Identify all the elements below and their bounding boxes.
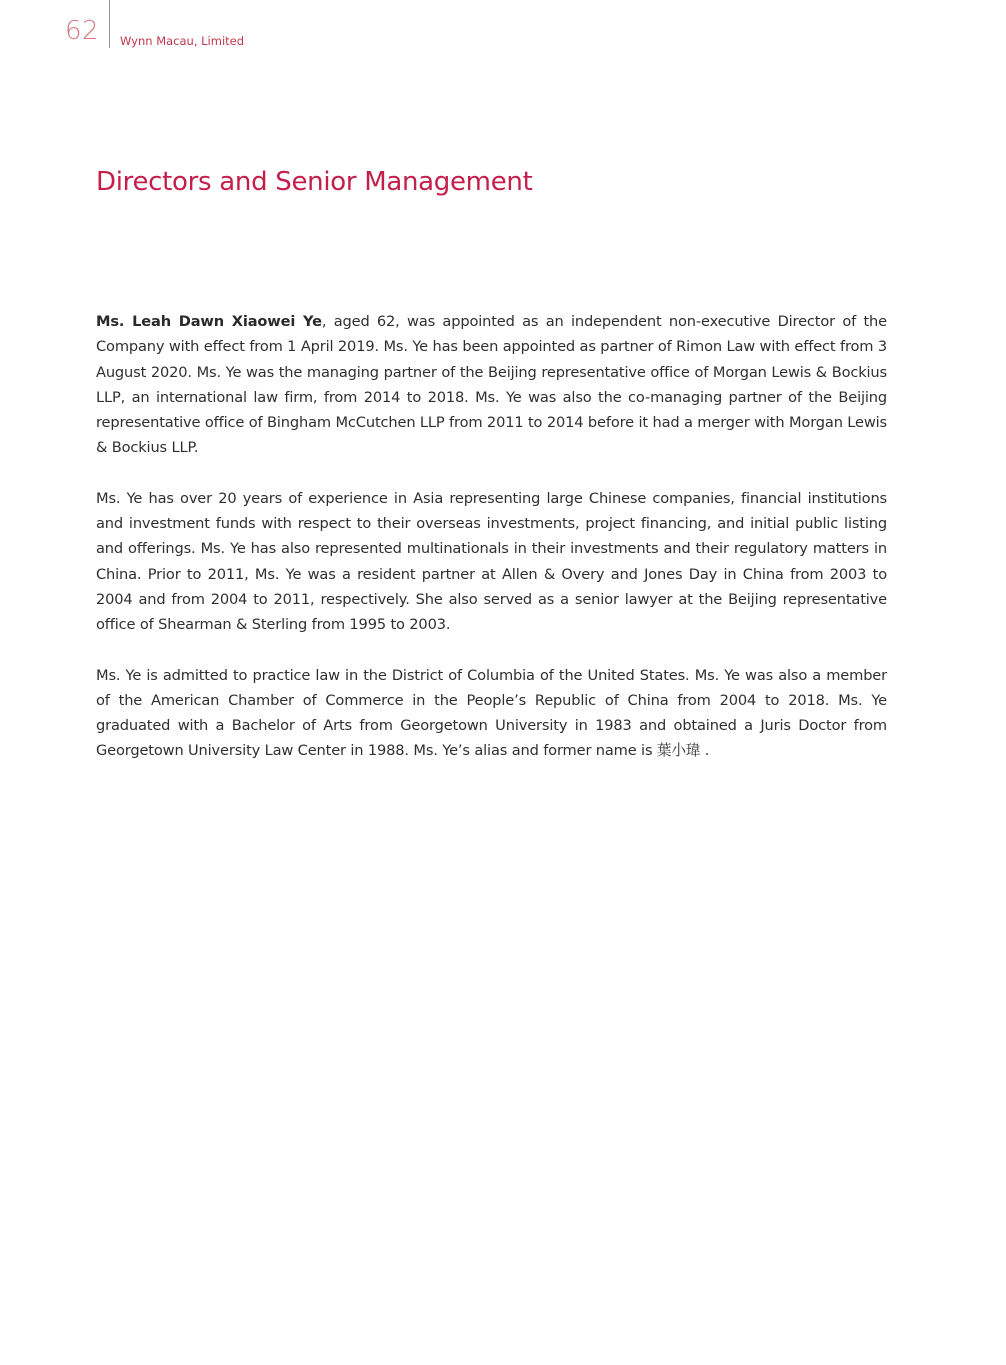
bio-content	[96, 309, 887, 789]
bio-paragraph-3: Ms. Ye is admitted to practice law in the District of Columbia of the United States. Ms. Ye was also a member of the American Chamber of Commerce in the People’s Republic of China from 2004 to 2018. Ms. Ye graduated with a Bachelor of Arts from Georgetown University in 1983 and obtained a Juris Doctor from Georgetown University Law Center in 1988. Ms. Ye’s alias and former name is 葉小瑋 .	[96, 666, 887, 760]
bio-paragraph-1-text: , aged 62, was appointed as an independent non-executive Director of the Company with effect from 1 April 2019. Ms. Ye has been appointed as partner of Rimon Law with effect from 3 August 2020. Ms. Ye was the managing partner of the Beijing representative office of Morgan Lewis & Bockius LLP, an international law firm, from 2014 to 2018. Ms. Ye was also the co-managing partner of the Beijing representative office of Bingham McCutchen LLP from 2011 to 2014 before it had a merger with Morgan Lewis & Bockius LLP.	[96, 313, 887, 457]
director-name: Ms. Leah Dawn Xiaowei Ye	[96, 313, 322, 330]
company-name: Wynn Macau, Limited	[120, 34, 245, 48]
page-header	[0, 0, 1006, 60]
header-divider	[109, 0, 110, 48]
bio-paragraph-2: Ms. Ye has over 20 years of experience in Asia representing large Chinese companies, financial institutions and investment funds with respect to their overseas investments, project financing, and initial public listing and offerings. Ms. Ye has also represented multinationals in their investments and their regulatory matters in China. Prior to 2011, Ms. Ye was a resident partner at Allen & Overy and Jones Day in China from 2003 to 2004 and from 2004 to 2011, respectively. She also served as a senior lawyer at the Beijing representative office of Shearman & Sterling from 1995 to 2003.	[96, 489, 887, 634]
section-title: Directors and Senior Management	[96, 167, 533, 197]
page-number: 62	[65, 16, 100, 46]
bio-paragraph-1	[96, 309, 887, 461]
